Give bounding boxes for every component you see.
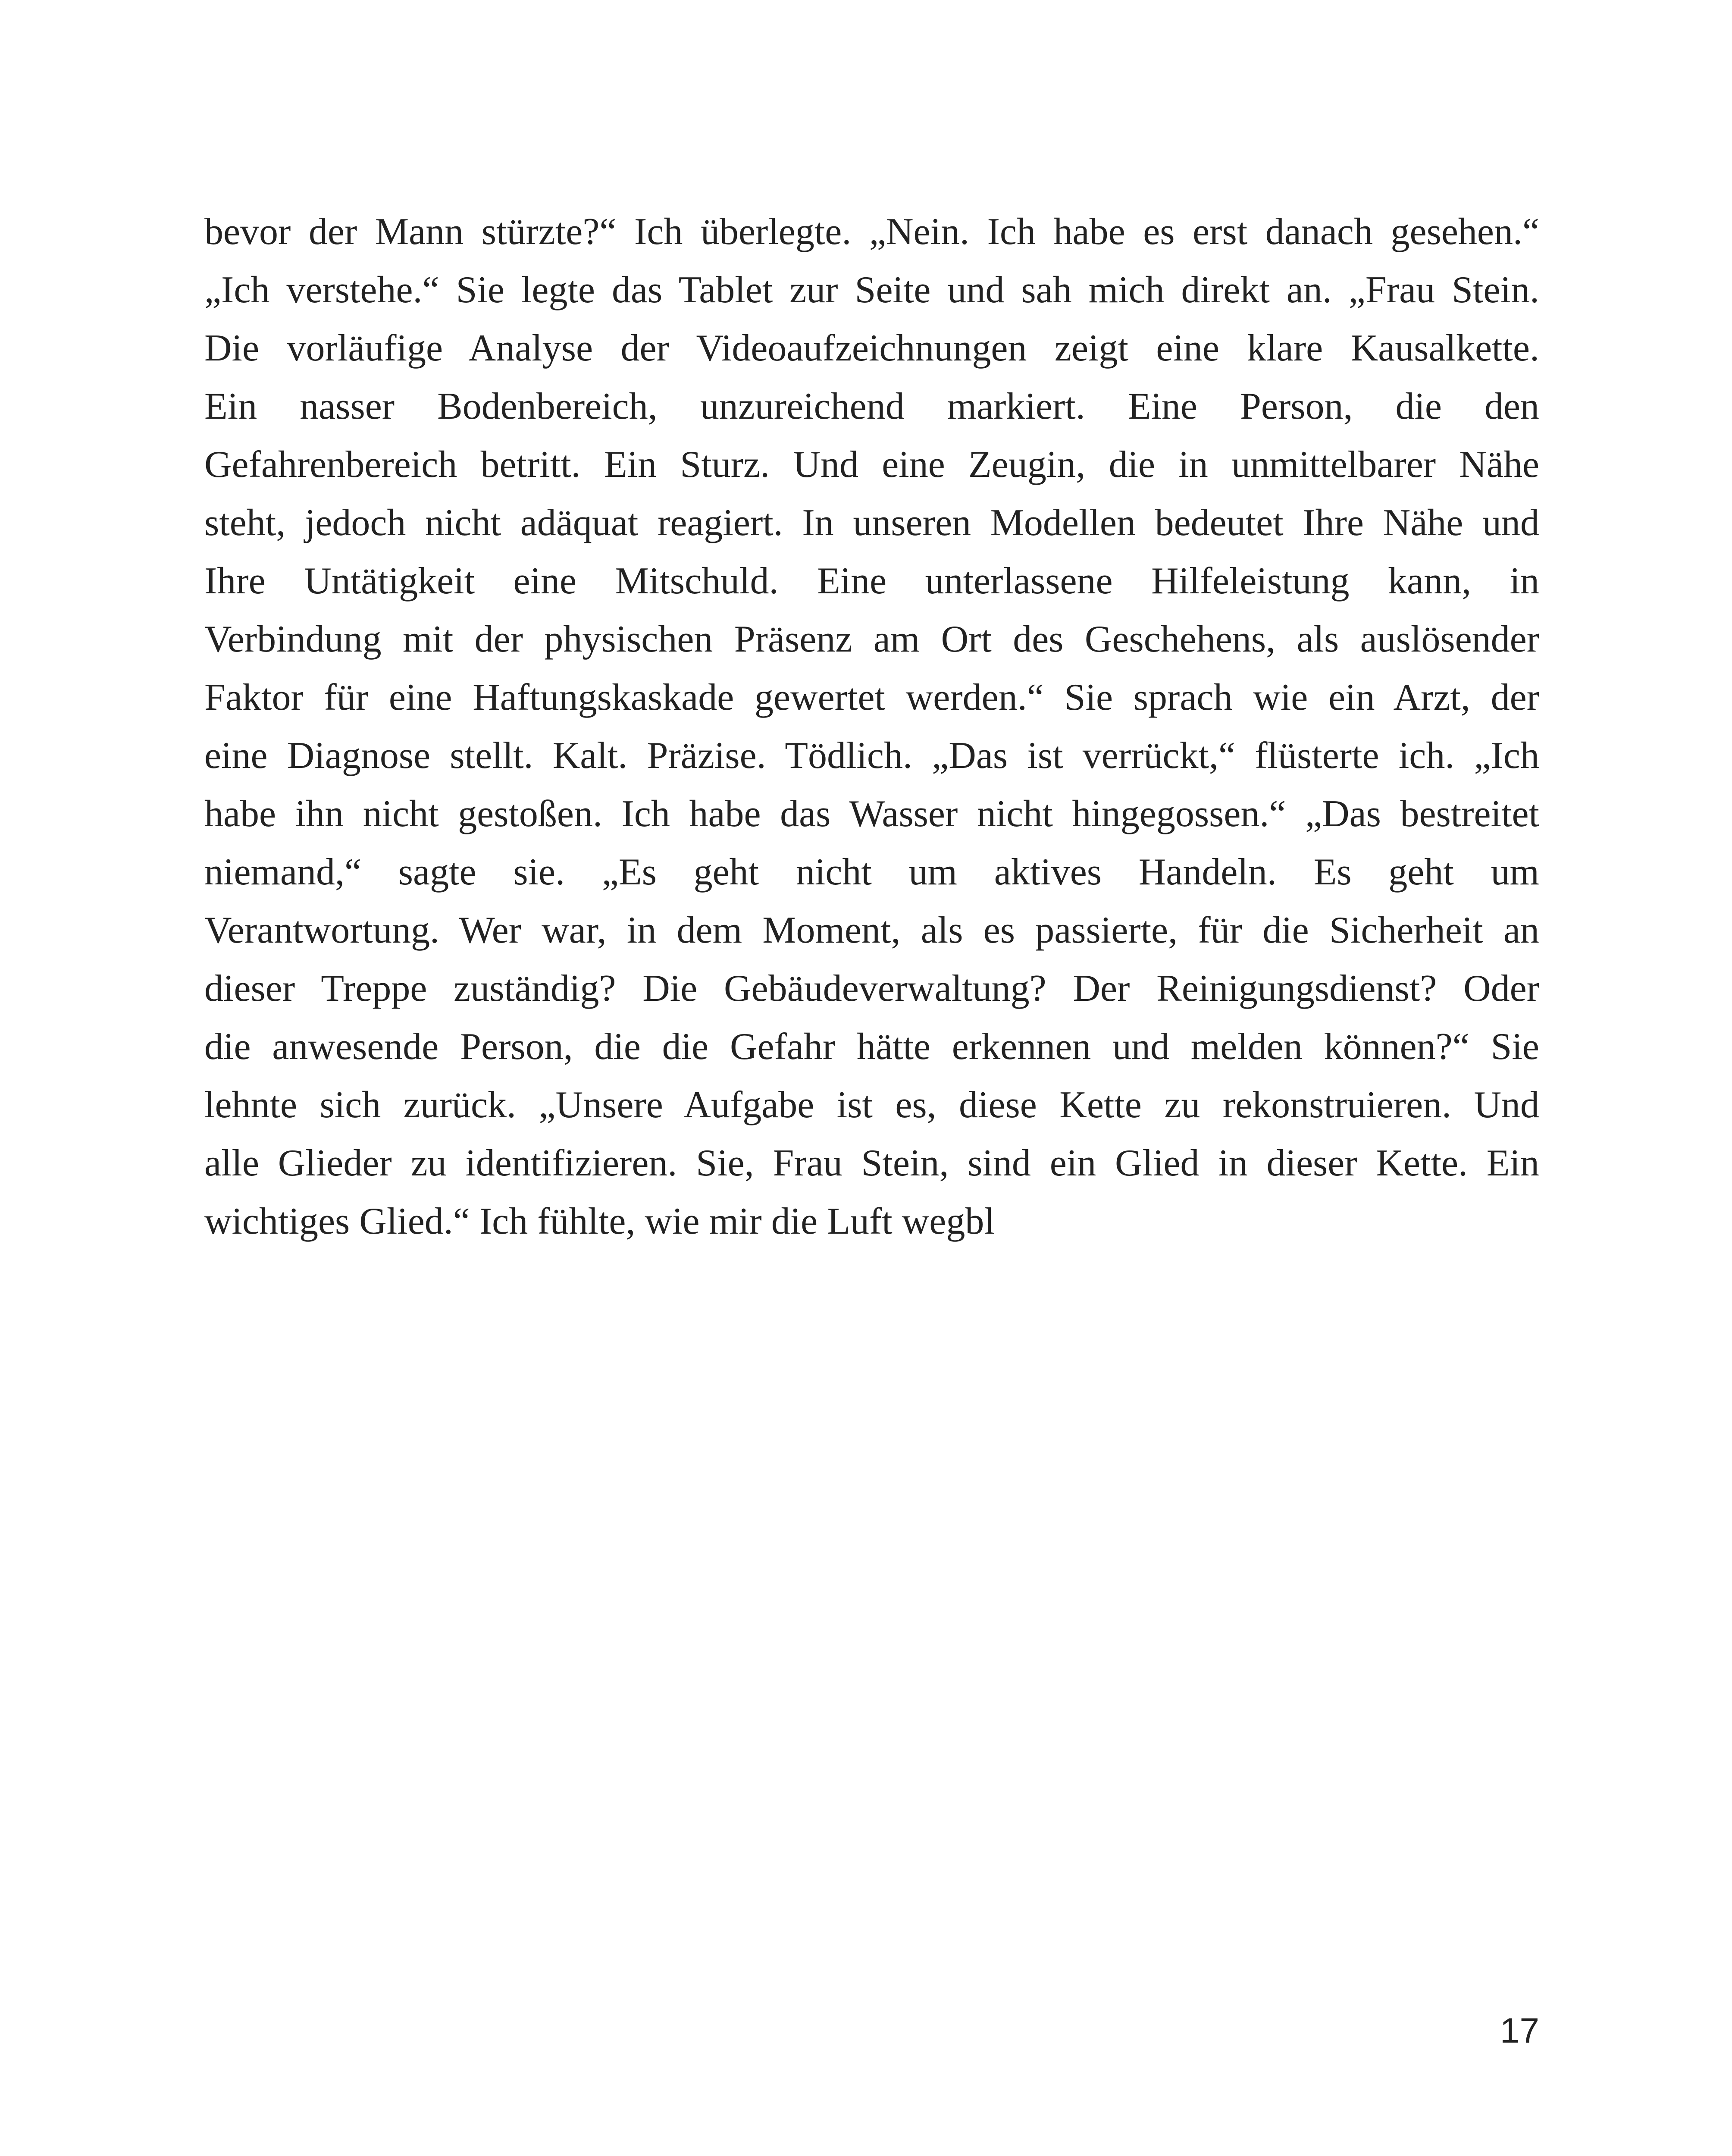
text-line: „Ich verstehe.“ Sie legte das Tablet zur Seite und sah mich direkt an. „Frau Stein. <box>204 269 1539 311</box>
text-line: habe ihn nicht gestoßen. Ich habe das Wasser nicht hingegossen.“ „Das bestreitet <box>204 793 1539 835</box>
text-line: eine Diagnose stellt. Kalt. Präzise. Tödlich. „Das ist verrückt,“ flüsterte ich. „Ich <box>204 735 1539 777</box>
text-line: Faktor für eine Haftungskaskade gewertet werden.“ Sie sprach wie ein Arzt, der <box>204 677 1539 718</box>
text-line: wichtiges Glied.“ Ich fühlte, wie mir die Luft wegbl <box>204 1200 995 1242</box>
text-line: Verantwortung. Wer war, in dem Moment, als es passierte, für die Sicherheit an <box>204 909 1539 951</box>
text-line: Die vorläufige Analyse der Videoaufzeichnungen zeigt eine klare Kausalkette. <box>204 327 1539 369</box>
text-line: steht, jedoch nicht adäquat reagiert. In unseren Modellen bedeutet Ihre Nähe und <box>204 502 1539 544</box>
text-line: lehnte sich zurück. „Unsere Aufgabe ist es, diese Kette zu rekonstruieren. Und <box>204 1084 1539 1126</box>
text-line: niemand,“ sagte sie. „Es geht nicht um aktives Handeln. Es geht um <box>204 851 1539 893</box>
text-line: Verbindung mit der physischen Präsenz am Ort des Geschehens, als auslösender <box>204 618 1539 660</box>
text-line: die anwesende Person, die die Gefahr hätte erkennen und melden können?“ Sie <box>204 1026 1539 1068</box>
text-line: alle Glieder zu identifizieren. Sie, Frau Stein, sind ein Glied in dieser Kette. Ein <box>204 1142 1539 1184</box>
text-line: dieser Treppe zuständig? Die Gebäudeverwaltung? Der Reinigungsdienst? Oder <box>204 968 1539 1009</box>
body-text <box>204 203 1539 1250</box>
text-line: Ein nasser Bodenbereich, unzureichend markiert. Eine Person, die den <box>204 385 1539 427</box>
text-line: Gefahrenbereich betritt. Ein Sturz. Und eine Zeugin, die in unmittelbarer Nähe <box>204 444 1539 486</box>
text-line: Ihre Untätigkeit eine Mitschuld. Eine unterlassene Hilfeleistung kann, in <box>204 560 1539 602</box>
page-number: 17 <box>1500 2011 1539 2050</box>
text-line: bevor der Mann stürzte?“ Ich überlegte. „Nein. Ich habe es erst danach gesehen.“ <box>204 211 1539 253</box>
